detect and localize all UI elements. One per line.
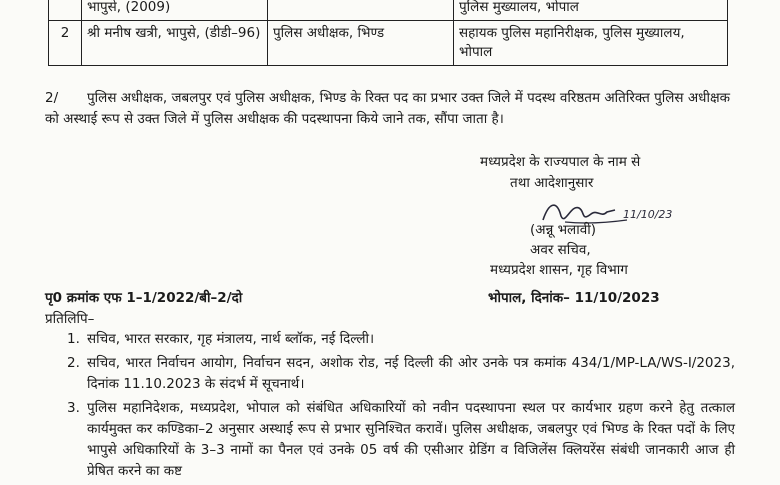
officer-name: भापुसे, (2009): [82, 0, 268, 21]
order-line: तथा आदेशानुसार: [510, 175, 594, 191]
signatory-designation: अवर सचिव,: [530, 242, 591, 258]
authority-line: मध्यप्रदेश के राज्यपाल के नाम से: [480, 154, 641, 170]
new-post: सहायक पुलिस महानिरीक्षक, पुलिस मुख्यालय, भोपाल: [454, 21, 728, 66]
item-number: 3.: [67, 400, 80, 416]
officer-name: श्री मनीष खत्री, भापुसे, (डीडी–96): [82, 21, 268, 66]
table-row: [49, 21, 728, 66]
paragraph-number: 2/: [45, 90, 59, 106]
item-number: 1.: [67, 331, 80, 347]
posting-table: [48, 0, 728, 66]
current-post: पुलिस अधीक्षक, भिण्ड: [268, 21, 454, 66]
signatory-name: (अन्नू भलावी): [530, 222, 596, 238]
new-post: पुलिस मुख्यालय, भोपाल: [454, 0, 728, 21]
copy-to-label: प्रतिलिपि–: [45, 311, 95, 327]
place-date: भोपाल, दिनांक– 11/10/2023: [488, 290, 660, 306]
table-row: [49, 0, 728, 21]
row-number: 2: [49, 21, 82, 66]
item-text: सचिव, भारत निर्वाचन आयोग, निर्वाचन सदन, अशोक रोड, नई दिल्ली की ओर उनके पत्र कमांक 434/1/MP-LA/WS-I/2023, दिनांक 11.10.2023 के संदर्भ में सूचनार्थ।: [87, 355, 735, 392]
current-post: [268, 0, 454, 21]
item-number: 2.: [67, 355, 80, 371]
signature-date: 11/10/23: [623, 208, 673, 221]
row-number: [49, 0, 82, 21]
list-item: [45, 353, 735, 395]
signature-block: [480, 152, 740, 278]
signatory-department: मध्यप्रदेश शासन, गृह विभाग: [490, 262, 628, 278]
reference-number: पृ0 क्रमांक एफ 1–1/2022/बी–2/दो: [45, 290, 243, 306]
item-text: पुलिस महानिदेशक, मध्यप्रदेश, भोपाल को संबंधित अधिकारियों को नवीन पदस्थापना स्थल पर कार्यभार ग्रहण करने हेतु तत्काल कार्यमुक्त कर कण्डिका–2 अनुसार अस्थाई रूप से प्रभार सुनिश्चित करावें। पुलिस अधीक्षक, जबलपुर एवं भिण्ड के रिक्त पदों के लिए भापुसे अधिकारियों के 3–3 नामों का पैनल एवं उनके 05 वर्ष की एसीआर ग्रेडिंग व विजिलेंस क्लियरेंस संबंधी जानकारी आज ही प्रेषित करने का कष्ट: [87, 400, 735, 479]
copy-list: [45, 329, 735, 485]
paragraph-text: पुलिस अधीक्षक, जबलपुर एवं पुलिस अधीक्षक, भिण्ड के रिक्त पद का प्रभार उक्त जिले में पदस्थ वरिष्ठतम अतिरिक्त पुलिस अधीक्षक को अस्थाई रूप से उक्त जिले में पुलिस अधीक्षक की पदस्थापना किये जाने तक, सौंपा जाता है।: [45, 90, 731, 127]
item-text: सचिव, भारत सरकार, गृह मंत्रालय, नार्थ ब्लॉक, नई दिल्ली।: [87, 331, 375, 347]
list-item: [45, 398, 735, 482]
paragraph-2: [45, 88, 735, 130]
list-item: [45, 329, 735, 350]
